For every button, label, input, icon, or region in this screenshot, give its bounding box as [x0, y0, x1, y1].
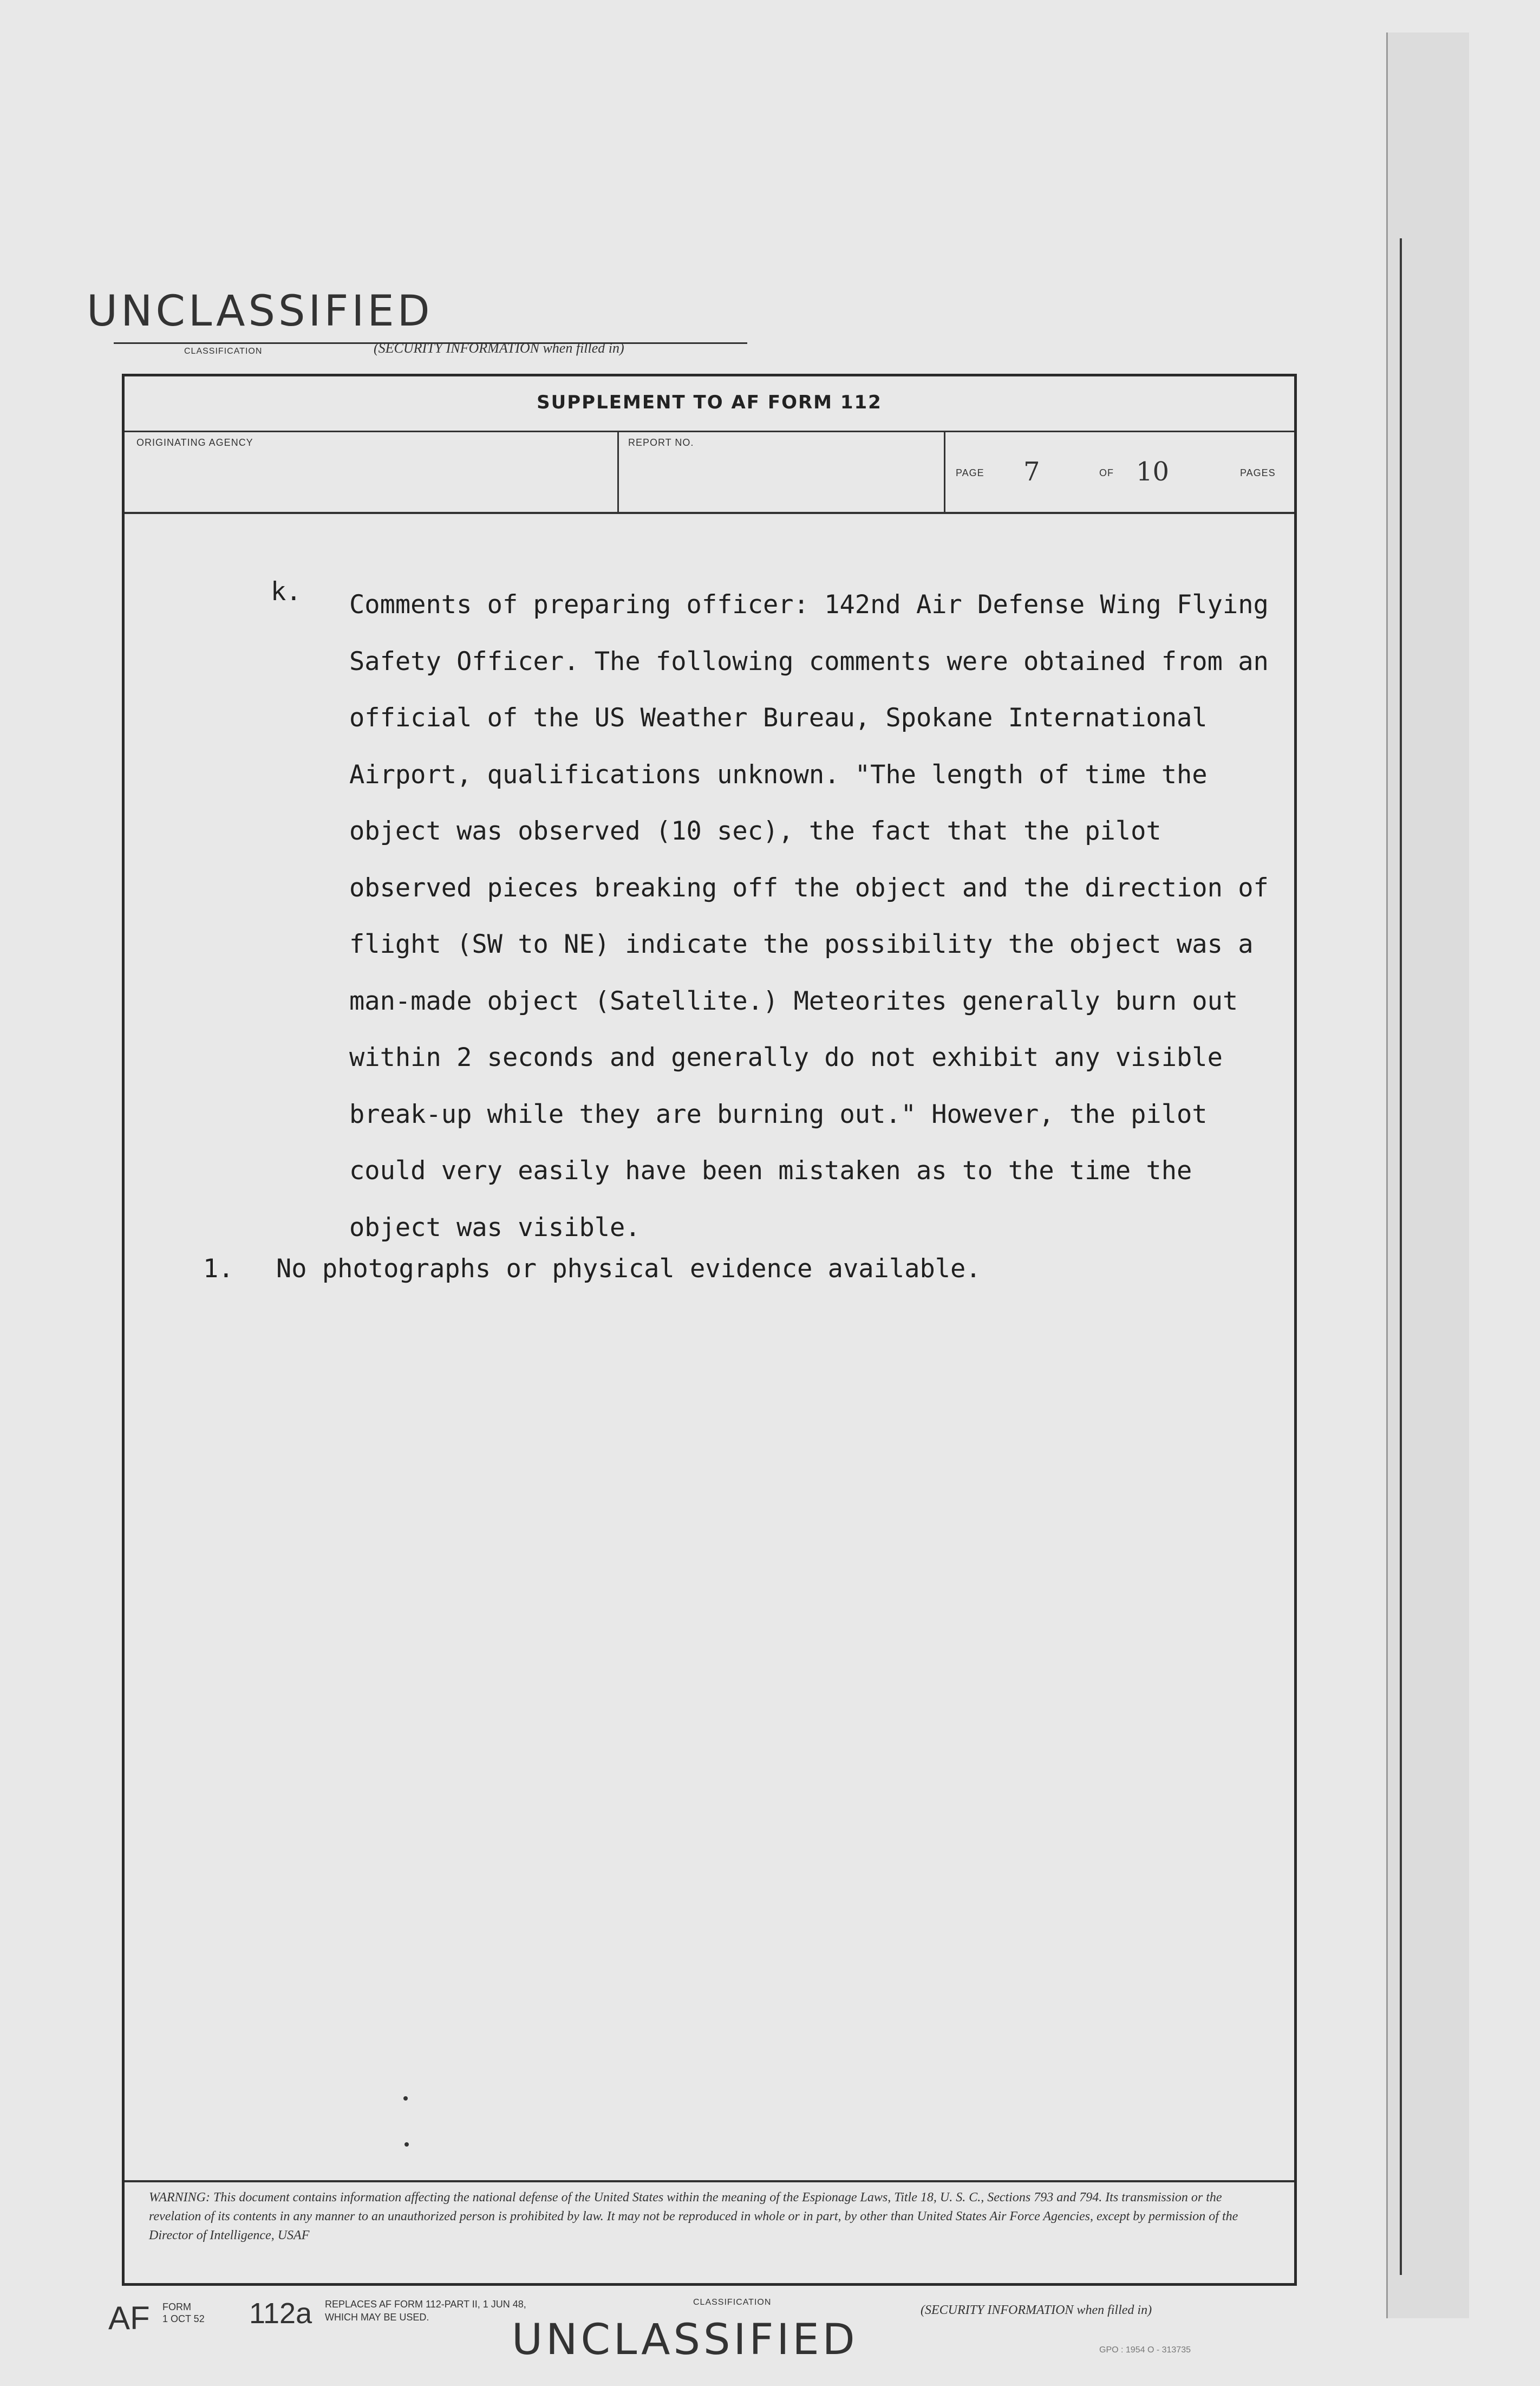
footer-security-note: (SECURITY INFORMATION when filled in): [921, 2303, 1152, 2317]
report-no-label: REPORT NO.: [628, 437, 694, 448]
warning-divider: [125, 2180, 1294, 2182]
header-column-divider: [617, 431, 619, 512]
footer-form-number: 112a: [249, 2297, 312, 2330]
footer-gpo-code: GPO : 1954 O - 313735: [1099, 2345, 1191, 2355]
underlying-sheet: [1386, 32, 1469, 2318]
footer-replaces-note: [325, 2298, 526, 2324]
originating-agency-label: ORIGINATING AGENCY: [136, 437, 253, 448]
header-divider: [125, 431, 1294, 432]
of-label: OF: [1099, 467, 1114, 478]
item-k-paragraph: Comments of preparing officer: 142nd Air Defense Wing Flying Safety Officer. The following comments were obtained from an official of the US Weather Bureau, Spokane International Airport, qualifications unknown. "The length of time the object was observed (10 sec), the fact that the pilot observed pieces breaking off the object and the direction of flight (SW to NE) indicate the possibility the object was a man-made object (Satellite.) Meteorites generally burn out within 2 seconds and generally do not exhibit any visible break-up while they are burning out." However, the pilot could very easily have been mistaken as to the time the object was visible.: [349, 590, 1269, 1243]
form-title: SUPPLEMENT TO AF FORM 112: [537, 392, 882, 413]
page-number: 7: [1023, 457, 1040, 487]
form-frame: [122, 374, 1297, 2286]
footer-classification-stamp: UNCLASSIFIED: [512, 2316, 858, 2364]
warning-label: WARNING:: [149, 2190, 210, 2205]
footer-form-label: FORM: [162, 2302, 191, 2312]
item-l-marker: 1.: [203, 1254, 234, 1284]
footer-replaces-line-2: WHICH MAY BE USED.: [325, 2312, 429, 2323]
pages-label: PAGES: [1240, 467, 1276, 478]
sheet-edge-line: [1400, 238, 1402, 2275]
footer-form-date-value: 1 OCT 52: [162, 2313, 205, 2324]
total-pages: 10: [1136, 457, 1170, 487]
footer-form-date: [162, 2301, 205, 2325]
page-label: PAGE: [956, 467, 984, 478]
top-classification-stamp: UNCLASSIFIED: [87, 287, 433, 336]
top-classification-caption: CLASSIFICATION: [184, 347, 263, 356]
footer-replaces-line-1: REPLACES AF FORM 112-PART II, 1 JUN 48,: [325, 2299, 526, 2310]
header-column-divider: [944, 431, 945, 512]
form-footer: [108, 2291, 1300, 2367]
item-l-paragraph: No photographs or physical evidence available.: [276, 1254, 981, 1284]
top-security-note: (SECURITY INFORMATION when filled in): [374, 340, 624, 356]
warning-notice: [149, 2188, 1275, 2245]
header-bottom-divider: [125, 512, 1294, 514]
footer-classification-caption: CLASSIFICATION: [693, 2298, 772, 2307]
item-k-marker: k.: [271, 577, 302, 607]
warning-text: This document contains information affecting the national defense of the United States within the meaning of the Espionage Laws, Title 18, U. S. C., Sections 793 and 794. Its transmission or the revelation of its contents in any manner to an unauthorized person is prohibited by law. It may not be reproduced in whole or in part, by other than United States Air Force Agencies, except by permission of the Director of Intelligence, USAF: [149, 2190, 1238, 2242]
scan-speck: [404, 2142, 409, 2147]
footer-af: AF: [108, 2300, 150, 2336]
scan-speck: [403, 2096, 408, 2101]
